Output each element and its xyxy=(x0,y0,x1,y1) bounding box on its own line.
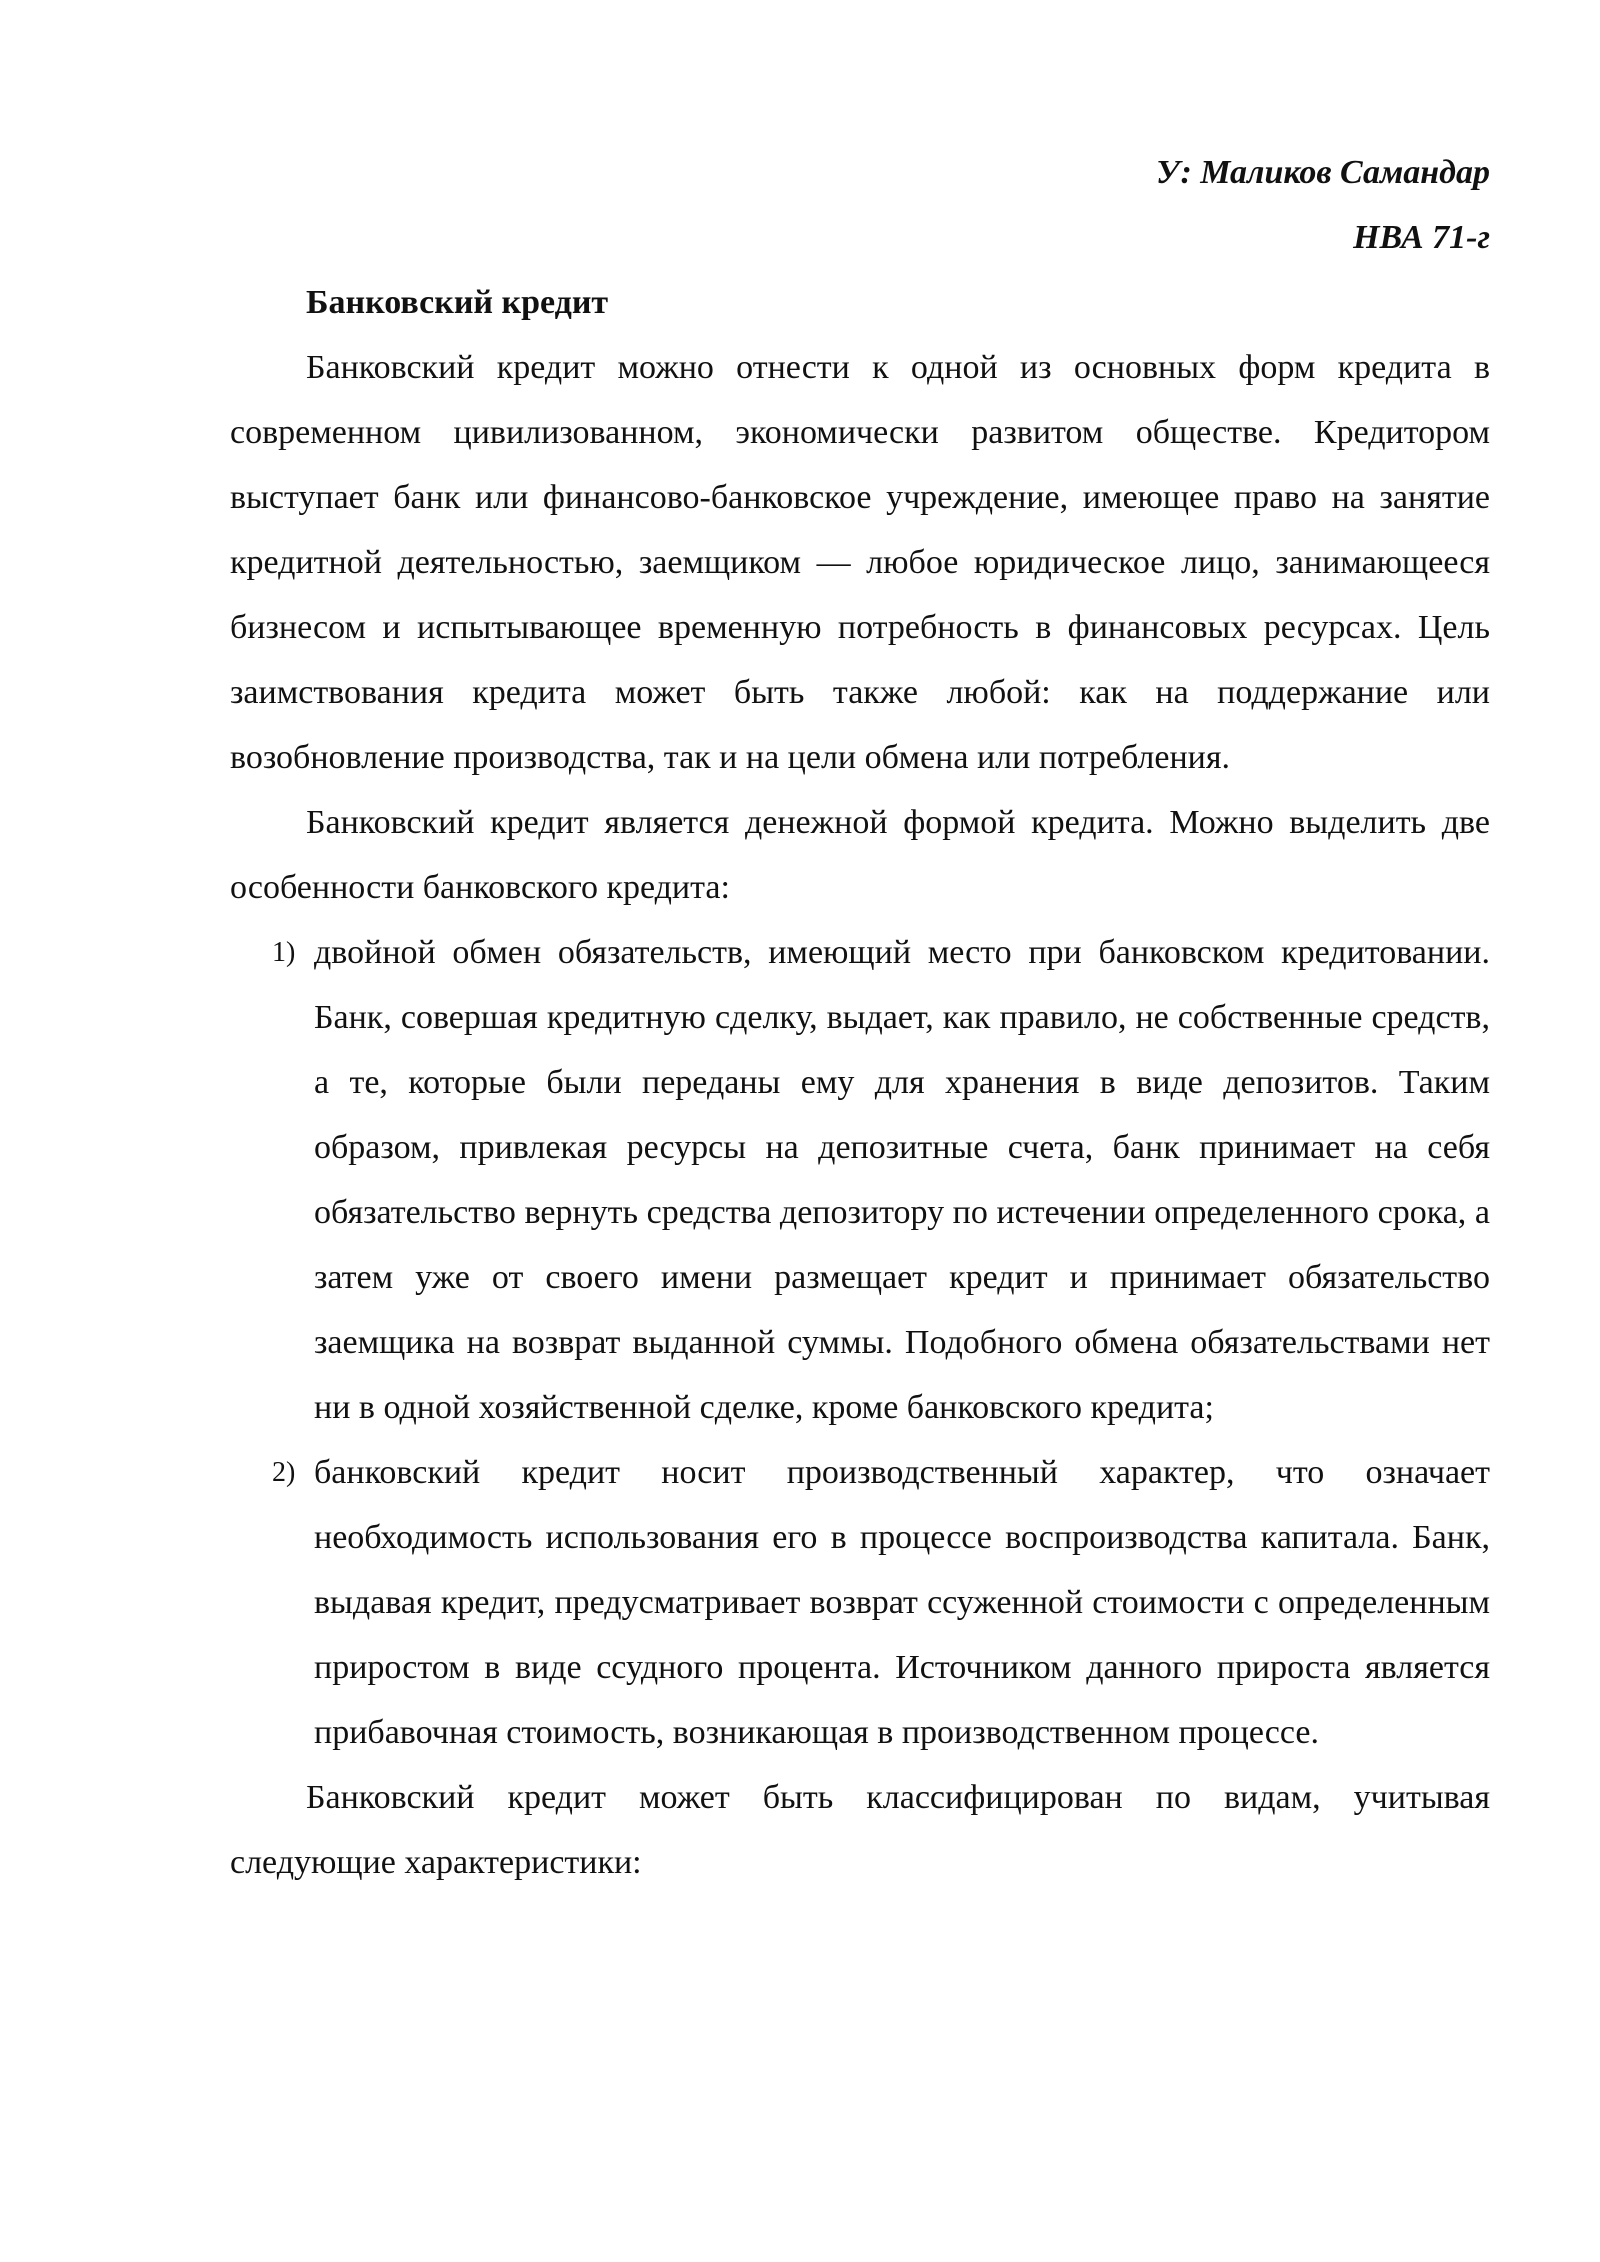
document-title: Банковский кредит xyxy=(306,284,609,321)
list-item-text: двойной обмен обязательств, имеющий место при банковском кредитовании. Банк, совершая кредитную сделку, выдает, как правило, не собственные средств, а те, которые были переданы ему для хранения в виде депозитов. Таким образом, привлекая ресурсы на депозитные счета, банк принимает на себя обязательство вернуть средства депозитору по истечении определенного срока, а затем уже от своего имени размещает кредит и принимает обязательство заемщика на возврат выданной суммы. Подобного обмена обязательствами нет ни в одной хозяйственной сделке, кроме банковского кредита; xyxy=(314,934,1490,1426)
paragraph-features: Банковский кредит является денежной формой кредита. Можно выделить две особенности банковского кредита: xyxy=(230,804,1490,906)
paragraph-intro: Банковский кредит можно отнести к одной из основных форм кредита в современном цивилизованном, экономически развитом обществе. Кредитором выступает банк или финансово-банковское учреждение, имеющее право на занятие кредитной деятельностью, заемщиком — любое юридическое лицо, занимающееся бизнесом и испытывающее временную потребность в финансовых ресурсах. Цель заимствования кредита может быть также любой: как на поддержание или возобновление производства, так и на цели обмена или потребления. xyxy=(230,349,1490,776)
list-marker: 2) xyxy=(272,1457,296,1488)
paragraph-classification: Банковский кредит может быть классифицирован по видам, учитывая следующие характеристики: xyxy=(230,1779,1490,1881)
document-body xyxy=(230,140,1490,1895)
author-name: У: Маликов Самандар xyxy=(1155,154,1490,191)
group-code: НВА 71-г xyxy=(1353,219,1490,256)
list-marker: 1) xyxy=(272,937,296,968)
list-item-text: банковский кредит носит производственный характер, что означает необходимость использования его в процессе воспроизводства капитала. Банк, выдавая кредит, предусматривает возврат ссуженной стоимости с определенным приростом в виде ссудного процента. Источником данного прироста является прибавочная стоимость, возникающая в производственном процессе. xyxy=(314,1454,1490,1751)
list-item xyxy=(230,920,1490,1440)
features-list xyxy=(230,920,1490,1765)
list-item xyxy=(230,1440,1490,1765)
